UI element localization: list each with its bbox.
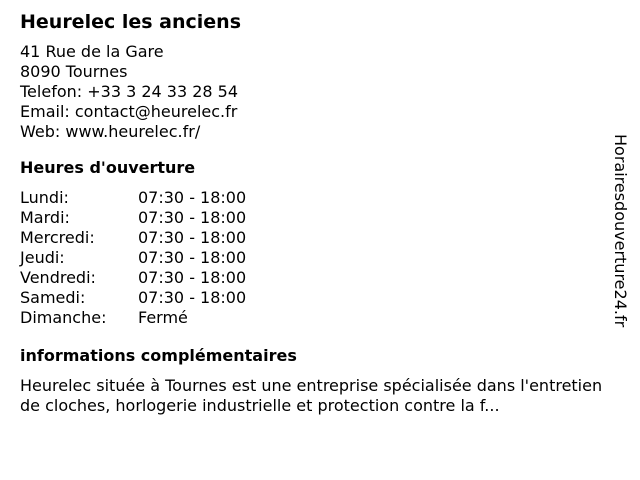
hours-day: Dimanche: xyxy=(20,308,107,327)
hours-day: Vendredi: xyxy=(20,268,96,287)
hours-day: Lundi: xyxy=(20,188,69,207)
hours-time: 07:30 - 18:00 xyxy=(138,228,247,247)
hours-row xyxy=(20,248,246,268)
hours-row xyxy=(20,288,246,308)
hours-heading: Heures d'ouverture xyxy=(20,158,196,177)
hours-day: Mardi: xyxy=(20,208,70,227)
hours-row xyxy=(20,208,246,228)
email-address: Email: contact@heurelec.fr xyxy=(20,102,238,121)
hours-row xyxy=(20,308,246,328)
business-description: Heurelec située à Tournes est une entreprise spécialisée dans l'entretien de cloches, horlogerie industrielle et protection contre la f... xyxy=(20,376,603,415)
website: Web: www.heurelec.fr/ xyxy=(20,122,201,141)
info-heading: informations complémentaires xyxy=(20,346,297,365)
hours-time: 07:30 - 18:00 xyxy=(138,188,247,207)
hours-day: Mercredi: xyxy=(20,228,95,247)
business-name: Heurelec les anciens xyxy=(20,11,242,33)
hours-time: 07:30 - 18:00 xyxy=(138,248,247,267)
address-city: 8090 Tournes xyxy=(20,62,128,81)
site-watermark: Horairesdouverture24.fr xyxy=(611,134,630,328)
hours-time: 07:30 - 18:00 xyxy=(138,268,247,287)
hours-time: 07:30 - 18:00 xyxy=(138,208,247,227)
hours-table xyxy=(20,188,246,328)
hours-time: 07:30 - 18:00 xyxy=(138,288,247,307)
hours-row xyxy=(20,228,246,248)
business-card xyxy=(20,10,610,416)
hours-day: Samedi: xyxy=(20,288,86,307)
hours-row xyxy=(20,268,246,288)
hours-day: Jeudi: xyxy=(20,248,65,267)
hours-time: Fermé xyxy=(138,308,188,327)
phone-number: Telefon: +33 3 24 33 28 54 xyxy=(20,82,239,101)
address-street: 41 Rue de la Gare xyxy=(20,42,164,61)
contact-block xyxy=(20,42,610,142)
hours-row xyxy=(20,188,246,208)
